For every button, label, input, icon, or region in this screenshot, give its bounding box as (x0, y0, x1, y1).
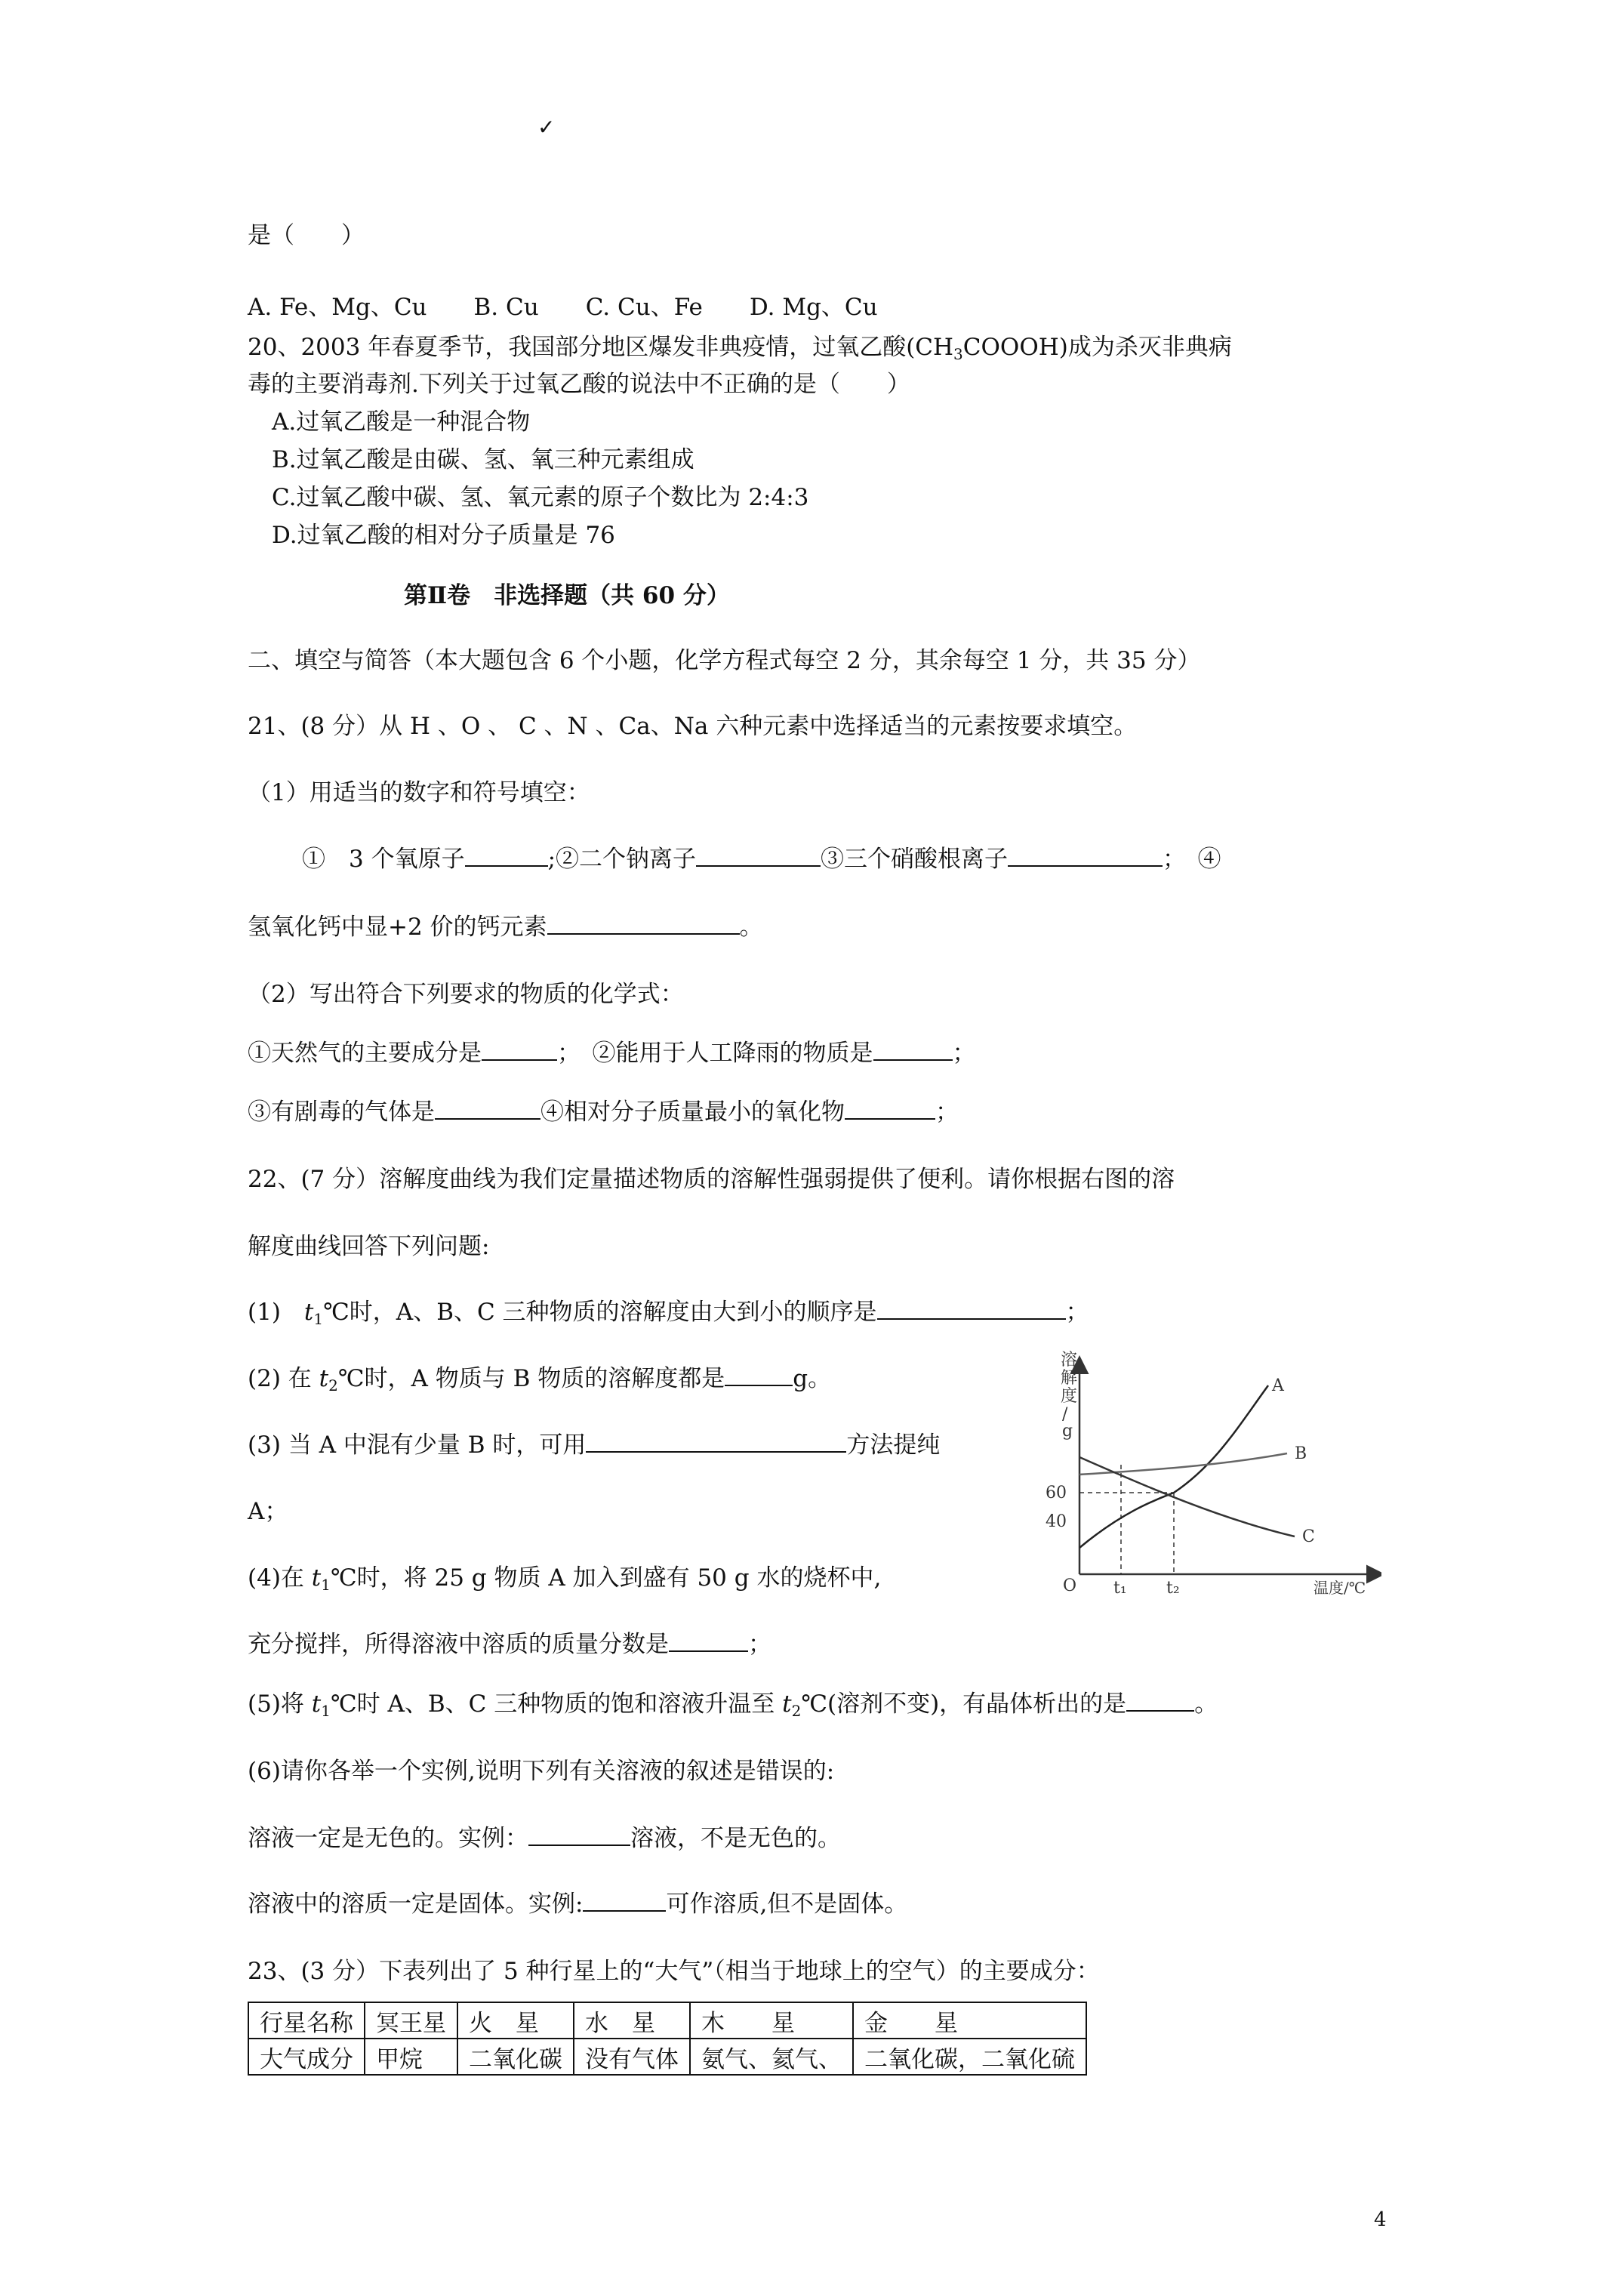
q21-sub1: （1）用适当的数字和符号填空： (248, 779, 590, 806)
q22-part6b: 溶液中的溶质一定是固体。实例: 可作溶质,但不是固体。 (248, 1891, 908, 1918)
y-tick-40: 40 (1046, 1512, 1067, 1531)
q22-part3-end: A； (248, 1498, 288, 1525)
curve-a (1079, 1385, 1268, 1548)
blank-purification-method[interactable] (586, 1432, 846, 1453)
blank-sodium-ions[interactable] (696, 846, 821, 867)
blank-solubility-value[interactable] (725, 1365, 793, 1386)
q22-part6: (6)请你各举一个实例,说明下列有关溶液的叙述是错误的: (248, 1758, 835, 1785)
q21-sub1-line: ① 3 个氧原子 ;②二个钠离子 ③三个硝酸根离子 ； ④ (302, 846, 1221, 873)
y-axis-label-5: g (1062, 1422, 1073, 1441)
series-label-a: A (1272, 1376, 1284, 1395)
blank-colored-solution[interactable] (528, 1825, 630, 1846)
table-cell: 甲烷 (365, 2039, 457, 2075)
y-axis-label-4: / (1062, 1405, 1068, 1424)
q22-part3: (3) 当 A 中混有少量 B 时，可用 方法提纯 (248, 1432, 941, 1459)
planet-atmosphere-table (248, 2002, 1087, 2076)
q22-stem2: 解度曲线回答下列问题: (248, 1233, 490, 1260)
page-number: 4 (1374, 2208, 1387, 2231)
q22-part4: (4)在 $t_1℃$时，将 25 g 物质 A 加入到盛有 50 g 水的烧杯中, (248, 1564, 882, 1594)
q22-part5: (5)将 $t_1℃$时 A、B、C 三种物质的饱和溶液升温至 $t_2℃$(溶剂不变)，有晶体析出的是 。 (248, 1690, 1218, 1720)
q22-part4-line2: 充分搅拌，所得溶液中溶质的质量分数是 ； (248, 1631, 771, 1658)
table-cell: 氨气、氦气、 (690, 2039, 853, 2075)
series-label-b: B (1295, 1444, 1307, 1463)
blank-artificial-rain[interactable] (873, 1040, 953, 1061)
blank-calcium-valence[interactable] (547, 914, 740, 935)
blank-smallest-oxide[interactable] (845, 1099, 935, 1120)
x-axis-label: 温度/℃ (1313, 1579, 1366, 1597)
blank-oxygen-atoms[interactable] (465, 846, 548, 867)
origin-label: O (1063, 1576, 1077, 1595)
table-row (248, 2002, 1086, 2039)
table-cell: 冥王星 (365, 2002, 457, 2039)
q21-sub1-line2: 氢氧化钙中显+2 价的钙元素 。 (248, 914, 763, 941)
table-cell: 火 星 (457, 2002, 574, 2039)
q20-line1: 20、2003 年春夏季节，我国部分地区爆发非典疫情，过氧乙酸$(CH_3COOOH)$成为杀灭非典病 (248, 334, 1232, 363)
blank-nitrate-ions[interactable] (1008, 846, 1163, 867)
y-axis-label-1: 溶 (1061, 1351, 1078, 1370)
table-cell: 行星名称 (248, 2002, 365, 2039)
series-label-c: C (1302, 1527, 1315, 1546)
blank-natural-gas[interactable] (482, 1040, 557, 1061)
q20-line2: 毒的主要消毒剂.下列关于过氧乙酸的说法中不正确的是（ ） (248, 371, 910, 398)
q20-option-c: C.过氧乙酸中碳、氢、氧元素的原子个数比为 2:4:3 (272, 484, 809, 511)
y-axis-label-2: 解 (1061, 1369, 1078, 1388)
q22-part1: (1) $t_1℃$时，A、B、C 三种物质的溶解度由大到小的顺序是 ； (248, 1299, 1089, 1328)
section2-title: 第Ⅱ卷 非选择题（共 60 分） (404, 582, 730, 609)
q22-part6a: 溶液一定是无色的。实例： 溶液，不是无色的。 (248, 1825, 841, 1852)
table-cell: 水 星 (574, 2002, 690, 2039)
q21-sub2-line2: ③有剧毒的气体是 ④相对分子质量最小的氧化物 ； (248, 1099, 959, 1126)
q21-sub2: （2）写出符合下列要求的物质的化学式： (248, 981, 684, 1008)
q23-stem: 23、(3 分）下表列出了 5 种行星上的“大气”（相当于地球上的空气）的主要成分： (248, 1958, 1100, 1985)
table-cell: 二氧化碳，二氧化硫 (853, 2039, 1086, 2075)
solubility-chart (1027, 1344, 1381, 1612)
blank-nonsolid-solute[interactable] (583, 1891, 666, 1912)
blank-solubility-order[interactable] (877, 1299, 1066, 1320)
q22-part2: (2) 在 $t_2℃$时，A 物质与 B 物质的溶解度都是 g。 (248, 1365, 832, 1395)
x-tick-t2: t₂ (1166, 1579, 1180, 1598)
q20-option-a: A.过氧乙酸是一种混合物 (272, 408, 531, 436)
blank-toxic-gas[interactable] (435, 1099, 540, 1120)
q20-option-b: B.过氧乙酸是由碳、氢、氧三种元素组成 (272, 446, 694, 473)
y-tick-60: 60 (1046, 1484, 1067, 1502)
table-row (248, 2039, 1086, 2075)
checkmark: ✓ (537, 115, 556, 140)
q19-options: A. Fe、Mg、Cu B. Cu C. Cu、Fe D. Mg、Cu (248, 294, 878, 321)
blank-mass-fraction[interactable] (669, 1631, 748, 1652)
table-cell: 木 星 (690, 2002, 853, 2039)
q19-tail: 是（ ） (248, 222, 365, 249)
table-cell: 没有气体 (574, 2039, 690, 2075)
blank-crystallizes[interactable] (1126, 1690, 1194, 1712)
part2-heading: 二、填空与简答（本大题包含 6 个小题，化学方程式每空 2 分，其余每空 1 分，共 35 分） (248, 647, 1201, 674)
table-cell: 二氧化碳 (457, 2039, 574, 2075)
table-cell: 大气成分 (248, 2039, 365, 2075)
x-tick-t1: t₁ (1113, 1579, 1127, 1598)
q22-stem1: 22、(7 分）溶解度曲线为我们定量描述物质的溶解性强弱提供了便利。请你根据右图的溶 (248, 1166, 1175, 1193)
q20-option-d: D.过氧乙酸的相对分子质量是 76 (272, 522, 615, 549)
table-cell: 金 星 (853, 2002, 1086, 2039)
q21-sub2-line1: ①天然气的主要成分是 ； ②能用于人工降雨的物质是 ； (248, 1040, 976, 1067)
y-axis-label-3: 度 (1061, 1387, 1078, 1406)
q21-stem: 21、(8 分）从 H 、O 、 C 、N 、Ca、Na 六种元素中选择适当的元素按要求填空。 (248, 713, 1138, 740)
